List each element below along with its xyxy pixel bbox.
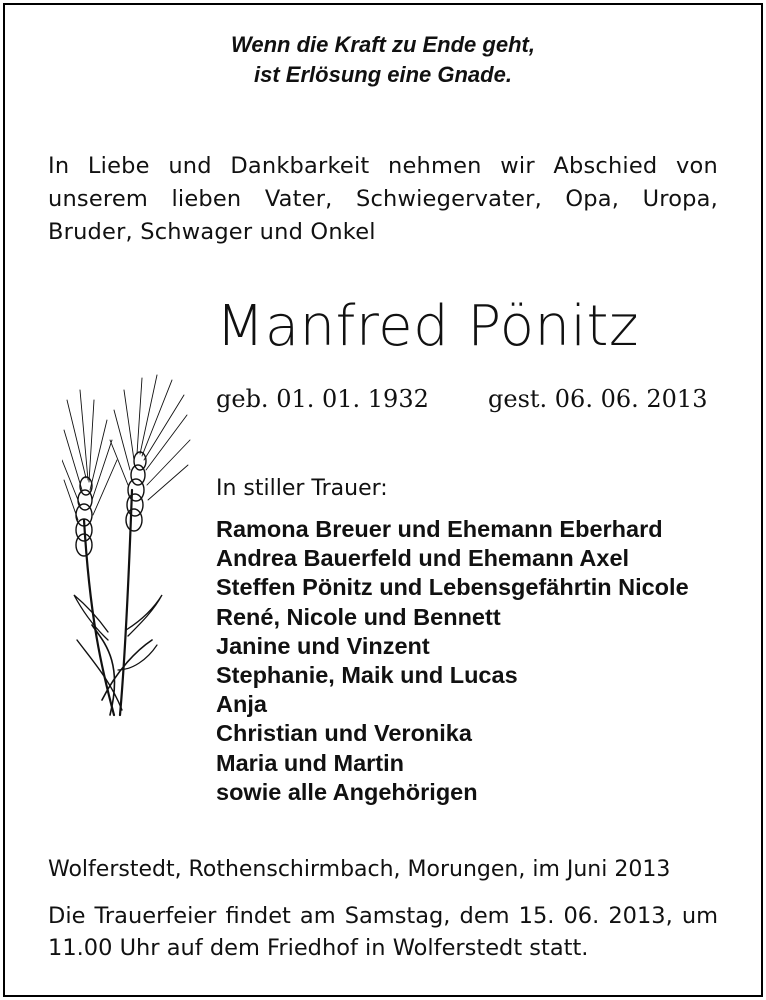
deceased-name: Manfred Pönitz	[216, 294, 639, 359]
intro-text: In Liebe und Dankbarkeit nehmen wir Abschied von unserem lieben Vater, Schwiegervater, Opa, Uropa, Bruder, Schwager und Onkel	[48, 153, 718, 245]
family-member: Andrea Bauerfeld und Ehemann Axel	[216, 545, 630, 572]
family-member: Anja	[216, 691, 267, 718]
family-list	[216, 515, 736, 807]
funeral-notice: Die Trauerfeier findet am Samstag, dem 15. 06. 2013, um 11.00 Uhr auf dem Friedhof in Wolferstedt statt.	[48, 903, 718, 961]
motto-line-2: ist Erlösung eine Gnade.	[254, 62, 512, 87]
family-member: Ramona Breuer und Ehemann Eberhard	[216, 516, 663, 542]
family-member: Stephanie, Maik und Lucas	[216, 662, 518, 689]
family-member: sowie alle Angehörigen	[216, 778, 478, 805]
family-member: Janine und Vinzent	[216, 632, 430, 659]
family-member: Maria und Martin	[216, 749, 405, 776]
mourning-label: In stiller Trauer:	[216, 476, 388, 501]
family-member: Christian und Veronika	[216, 720, 472, 747]
family-member: René, Nicole und Bennett	[216, 603, 501, 630]
motto-line-1: Wenn die Kraft zu Ende geht,	[231, 32, 535, 57]
life-dates	[216, 382, 716, 416]
death-date: gest. 06. 06. 2013	[488, 385, 708, 413]
birth-date: geb. 01. 01. 1932	[216, 385, 429, 413]
place-and-date: Wolferstedt, Rothenschirmbach, Morungen, im Juni 2013	[48, 857, 671, 882]
family-member: Steffen Pönitz und Lebensgefährtin Nicole	[216, 574, 689, 601]
wheat-ears-icon	[62, 370, 192, 720]
motto	[0, 30, 766, 90]
